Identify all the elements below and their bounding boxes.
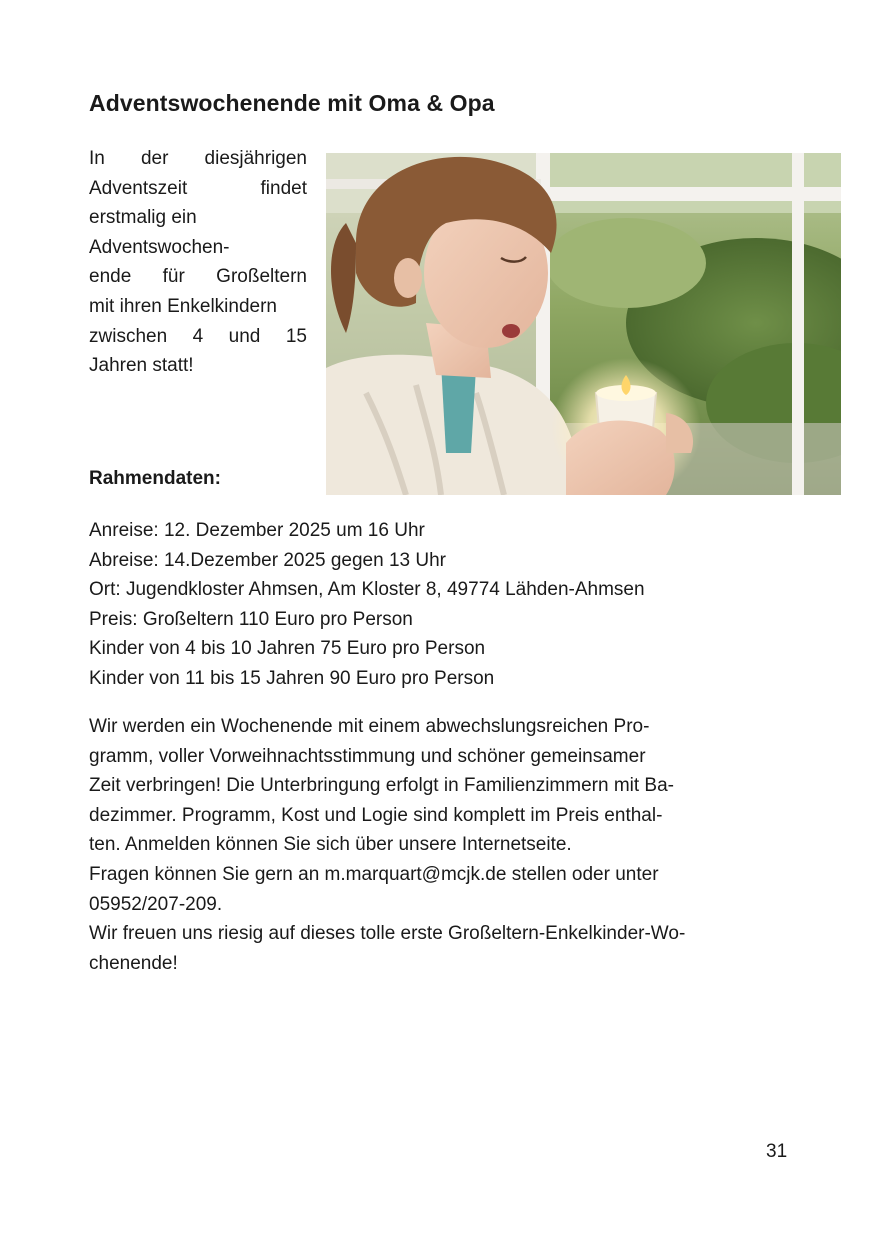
detail-line: Anreise: 12. Dezember 2025 um 16 Uhr [89,520,425,541]
page-title: Adventswochenende mit Oma & Opa [89,90,495,116]
intro-line: erstmalig ein [89,207,197,229]
detail-line: Kinder von 11 bis 15 Jahren 90 Euro pro Person [89,667,495,689]
body-line: Zeit verbringen! Die Unterbringung erfolgt in Familienzimmern mit Ba- [89,775,675,797]
detail-line: Preis: Großeltern 110 Euro pro Person [89,608,413,630]
body-line: gramm, voller Vorweihnachtsstimmung und schöner gemeinsamer [89,745,646,767]
body-line: Wir freuen uns riesig auf dieses tolle erste Großeltern-Enkelkinder-Wo- [89,923,686,945]
detail-line: Ort: Jugendkloster Ahmsen, Am Kloster 8, 49774 Lähden-Ahmsen [89,579,645,601]
page-number: 31 [766,1141,788,1162]
event-details [89,516,645,694]
body-line: ten. Anmelden können Sie sich über unsere Internetseite. [89,834,572,856]
intro-line: Adventszeit findet [89,177,307,199]
intro-line: mit ihren Enkelkindern [89,295,277,317]
detail-line: Abreise: 14.Dezember 2025 gegen 13 Uhr [89,549,447,571]
intro-line: Adventswochen- [89,236,230,258]
intro-line: Jahren statt! [89,355,194,377]
body-line: chenende! [89,952,178,974]
body-line: dezimmer. Programm, Kost und Logie sind komplett im Preis enthal- [89,804,663,826]
section-heading: Rahmendaten: [89,468,221,489]
intro-line: zwischen 4 und 15 [89,325,307,347]
intro-line: In der diesjährigen [89,148,307,169]
detail-line: Kinder von 4 bis 10 Jahren 75 Euro pro Person [89,638,486,660]
body-line: Wir werden ein Wochenende mit einem abwechslungsreichen Pro- [89,716,650,737]
intro-line: ende für Großeltern [89,266,307,288]
body-line: Fragen können Sie gern an m.marquart@mcjk.de stellen oder unter [89,863,659,885]
description-paragraph [89,712,685,978]
girl-with-candle-photo [326,153,841,495]
body-line: 05952/207-209. [89,893,223,915]
intro-paragraph [89,144,307,381]
